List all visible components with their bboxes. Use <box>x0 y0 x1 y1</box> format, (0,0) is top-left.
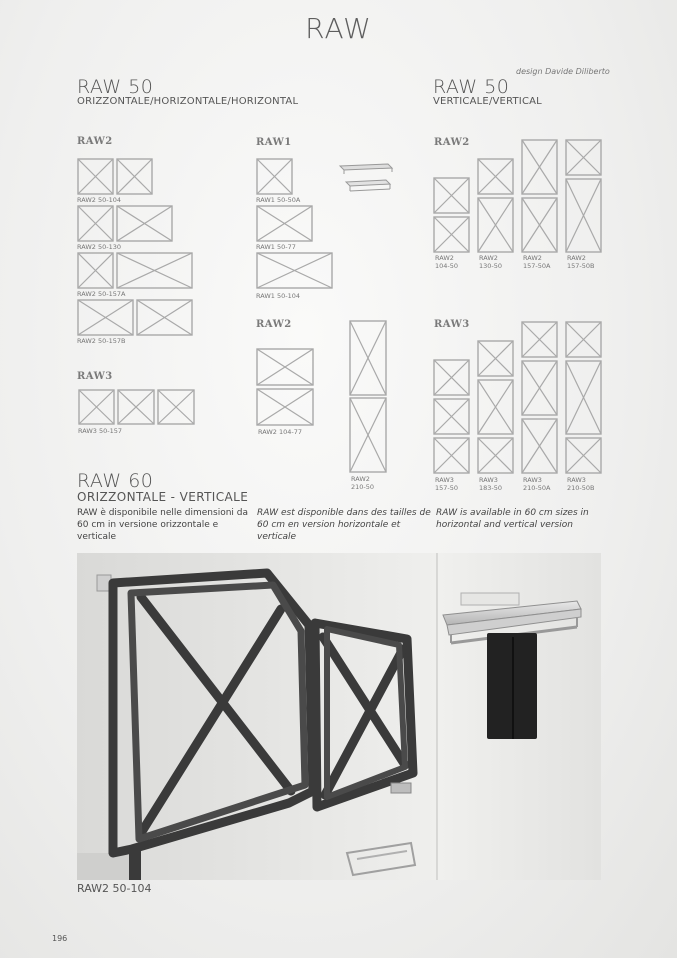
caption-v-raw2-157a-size: 157-50A <box>523 262 551 270</box>
raw2-50-157b-diagram <box>77 299 193 336</box>
raw2-50-157a-diagram <box>77 252 193 289</box>
product-photo <box>77 553 601 880</box>
raw50-vertical-subtitle: VERTICALE/VERTICAL <box>433 96 542 107</box>
raw50-horizontal-title: RAW 50 <box>77 76 154 98</box>
designer-credit: design Davide Diliberto <box>516 67 610 76</box>
caption-v-raw2-130-size: 130-50 <box>479 262 503 270</box>
caption-v-raw3-210a-model: RAW3 <box>523 476 542 484</box>
caption-v-raw2-157b-size: 157-50B <box>567 262 595 270</box>
caption-v-raw3-210b-model: RAW3 <box>567 476 586 484</box>
raw2-50-130-diagram <box>77 205 173 242</box>
v-raw2-157-50b-diagram <box>565 139 602 253</box>
v-raw3-157-50-diagram <box>433 359 470 474</box>
caption-v-raw3-183-size: 183-50 <box>479 484 503 492</box>
caption-raw2-210-50-size: 210-50 <box>351 483 375 491</box>
raw60-subtitle: ORIZZONTALE - VERTICALE <box>77 490 249 504</box>
raw50-horizontal-subtitle: ORIZZONTALE/HORIZONTALE/HORIZONTAL <box>77 96 299 107</box>
caption-v-raw2-104-size: 104-50 <box>435 262 459 270</box>
group-heading-raw3-vertical: RAW3 <box>434 319 470 330</box>
raw3-50-157-diagram <box>78 389 195 425</box>
caption-raw2-50-130: RAW2 50-130 <box>77 243 121 251</box>
caption-v-raw3-183-model: RAW3 <box>479 476 498 484</box>
caption-v-raw2-157a-model: RAW2 <box>523 254 542 262</box>
raw60-text-english: RAW is available in 60 cm sizes in horizontal and vertical version <box>436 508 589 530</box>
raw1-50-77-diagram <box>256 205 313 242</box>
v-raw2-157-50a-diagram <box>521 139 558 253</box>
caption-raw1-50-104: RAW1 50-104 <box>256 292 300 300</box>
caption-raw2-104-77: RAW2 104-77 <box>258 428 302 436</box>
page-number: 196 <box>52 934 68 943</box>
towel-shelf-accessory-icon <box>338 160 394 196</box>
v-raw3-210-50b-diagram <box>565 321 602 474</box>
raw1-50-50a-diagram <box>256 158 293 195</box>
raw60-text-italian: RAW è disponibile nelle dimensioni da 60 cm in versione orizzontale e verticale <box>77 508 248 542</box>
raw60-text-french: RAW est disponible dans des tailles de 60 cm en version horizontale et verticale <box>257 508 431 542</box>
caption-v-raw2-104-model: RAW2 <box>435 254 454 262</box>
caption-v-raw3-157-model: RAW3 <box>435 476 454 484</box>
caption-v-raw2-130-model: RAW2 <box>479 254 498 262</box>
group-heading-raw3-horizontal: RAW3 <box>77 371 113 382</box>
raw60-title: RAW 60 <box>77 470 154 492</box>
raw1-50-104-diagram <box>256 252 333 289</box>
caption-raw2-50-157a: RAW2 50-157A <box>77 290 126 298</box>
caption-raw2-210-50-model: RAW2 <box>351 475 370 483</box>
group-heading-raw2-horizontal: RAW2 <box>77 136 113 147</box>
caption-v-raw3-157-size: 157-50 <box>435 484 459 492</box>
caption-raw1-50-77: RAW1 50-77 <box>256 243 296 251</box>
v-raw2-130-50-diagram <box>477 158 514 253</box>
v-raw3-183-50-diagram <box>477 340 514 474</box>
caption-raw2-50-104: RAW2 50-104 <box>77 196 121 204</box>
raw50-vertical-title: RAW 50 <box>433 76 510 98</box>
caption-v-raw2-157b-model: RAW2 <box>567 254 586 262</box>
v-raw2-104-50-diagram <box>433 177 470 253</box>
raw2-104-77-diagram <box>256 348 314 426</box>
group-heading-raw1: RAW1 <box>256 137 292 148</box>
page-title: RAW <box>305 12 372 45</box>
caption-raw1-50-50a: RAW1 50-50A <box>256 196 301 204</box>
group-heading-raw2-vertical: RAW2 <box>434 137 470 148</box>
v-raw3-210-50a-diagram <box>521 321 558 474</box>
raw2-50-104-diagram <box>77 158 153 195</box>
caption-v-raw3-210b-size: 210-50B <box>567 484 595 492</box>
caption-raw3-50-157: RAW3 50-157 <box>78 427 122 435</box>
group-heading-raw2-second: RAW2 <box>256 319 292 330</box>
raw2-radiator-photo-illustration <box>77 553 601 880</box>
photo-caption: RAW2 50-104 <box>77 882 152 895</box>
raw2-210-50-diagram <box>349 320 387 473</box>
caption-raw2-50-157b: RAW2 50-157B <box>77 337 126 345</box>
caption-v-raw3-210a-size: 210-50A <box>523 484 551 492</box>
